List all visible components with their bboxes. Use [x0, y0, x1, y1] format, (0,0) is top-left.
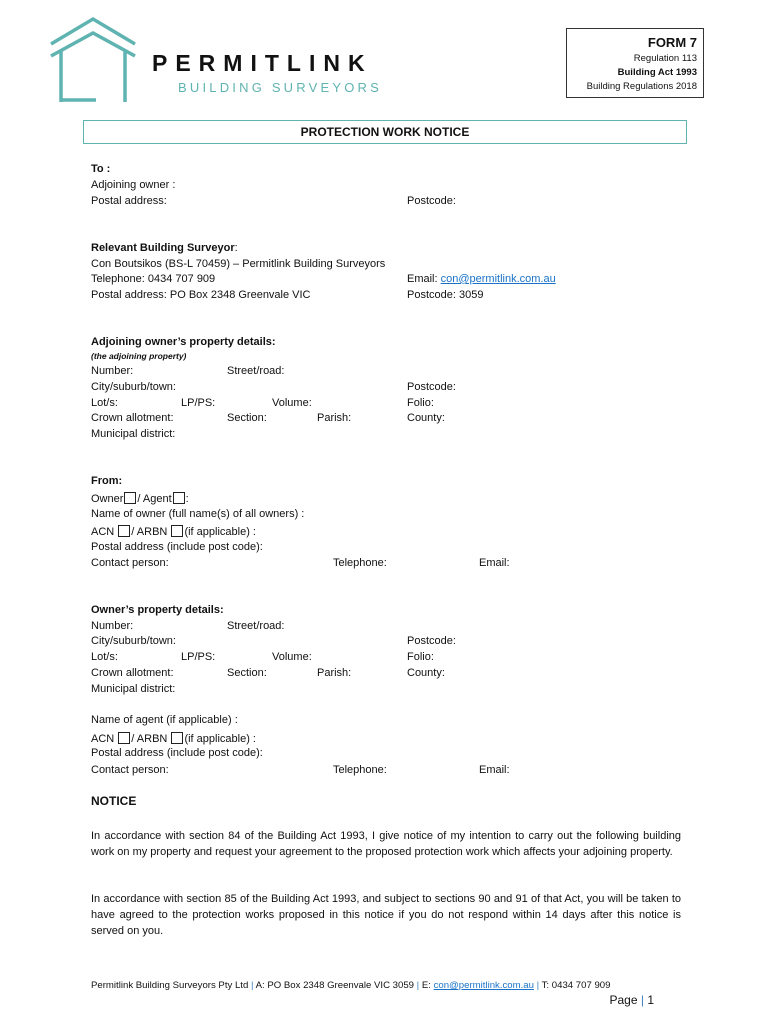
from-acn-checkbox[interactable]	[118, 525, 130, 537]
from-if-applicable: (if applicable) :	[184, 526, 256, 538]
surveyor-name: Con Boutsikos (BS-L 70459) – Permitlink Building Surveyors	[91, 258, 386, 270]
to-heading: To :	[91, 163, 111, 175]
from-contact-label: Contact person:	[91, 557, 169, 569]
permitlink-logo	[48, 16, 138, 107]
adjoining-property-sub: (the adjoining property)	[91, 351, 187, 361]
owner-name-label: Name of owner (full name(s) of all owners) :	[91, 508, 305, 520]
notice-paragraph-2: In accordance with section 85 of the Building Act 1993, and subject to sections 90 and 91 of that Act, you will be taken to have agreed to the protection works proposed in this notice if you do not respond within 14 days after this notice is served on you.	[91, 893, 681, 937]
owner-checkbox[interactable]	[124, 492, 136, 504]
adjoining-owner-label: Adjoining owner :	[91, 179, 176, 191]
owner-agent-row	[91, 492, 189, 505]
footer-separator: |	[536, 980, 540, 991]
surveyor-postal: Postal address: PO Box 2348 Greenvale VIC	[91, 289, 311, 301]
adj-lpps-label: LP/PS:	[181, 397, 216, 409]
to-postcode-label: Postcode:	[407, 195, 456, 207]
surveyor-telephone: Telephone: 0434 707 909	[91, 273, 216, 285]
notice-paragraph-1: In accordance with section 84 of the Building Act 1993, I give notice of my intention to carry out the following building work on my property and request your agreement to the proposed protection work which affects your adjoining property.	[91, 830, 681, 858]
owner-property-heading-text: Owner’s property details	[91, 604, 220, 616]
document-title: PROTECTION WORK NOTICE	[300, 125, 470, 139]
own-section-label: Section:	[227, 667, 267, 679]
adj-crown-label: Crown allotment:	[91, 412, 174, 424]
page-number	[609, 994, 654, 1006]
from-heading: From:	[91, 475, 123, 487]
surveyor-email	[407, 274, 556, 285]
to-postal-address-label: Postal address:	[91, 195, 167, 207]
own-street-label: Street/road:	[227, 620, 285, 632]
owner-label: Owner	[91, 493, 124, 505]
owner-property-heading-colon: :	[219, 604, 224, 616]
from-acn-row	[91, 525, 256, 538]
owner-property-heading	[91, 605, 224, 616]
agent-acn-checkbox[interactable]	[118, 732, 130, 744]
own-crown-label: Crown allotment:	[91, 667, 174, 679]
agent-acn-label: ACN	[91, 733, 115, 745]
form-regulation: Regulation 113	[633, 53, 697, 64]
notice-heading: NOTICE	[91, 794, 137, 808]
adj-postcode-label: Postcode:	[407, 381, 456, 393]
agent-postal-label: Postal address (include post code):	[91, 747, 263, 759]
footer-line	[91, 981, 610, 991]
adjoining-property-heading: Adjoining owner’s property details:	[91, 336, 276, 348]
agent-arbn-label: / ARBN	[131, 733, 168, 745]
own-folio-label: Folio:	[407, 651, 434, 663]
page-label: Page	[609, 993, 638, 1007]
from-arbn-label: / ARBN	[131, 526, 168, 538]
adj-number-label: Number:	[91, 365, 134, 377]
agent-acn-row	[91, 732, 256, 745]
house-logo-icon	[48, 16, 138, 104]
adj-folio-label: Folio:	[407, 397, 434, 409]
surveyor-email-link[interactable]: con@permitlink.com.au	[440, 273, 556, 285]
adj-volume-label: Volume:	[272, 397, 312, 409]
from-arbn-checkbox[interactable]	[171, 525, 183, 537]
agent-arbn-checkbox[interactable]	[171, 732, 183, 744]
own-postcode-label: Postcode:	[407, 635, 456, 647]
footer-phone: T: 0434 707 909	[541, 980, 611, 991]
surveyor-email-label: Email:	[407, 273, 441, 285]
agent-if-applicable: (if applicable) :	[184, 733, 256, 745]
own-lpps-label: LP/PS:	[181, 651, 216, 663]
page-separator: |	[640, 993, 644, 1007]
footer-email-label: E:	[421, 980, 434, 991]
from-telephone-label: Telephone:	[333, 557, 387, 569]
agent-contact-label: Contact person:	[91, 764, 169, 776]
from-email-label: Email:	[479, 557, 510, 569]
brand-name: PERMITLINK	[152, 50, 373, 76]
footer-separator: |	[416, 980, 420, 991]
form-regulations: Building Regulations 2018	[586, 81, 697, 92]
adj-lot-label: Lot/s:	[91, 397, 118, 409]
own-municipal-label: Municipal district:	[91, 683, 176, 695]
own-county-label: County:	[407, 667, 445, 679]
agent-telephone-label: Telephone:	[333, 764, 387, 776]
from-acn-label: ACN	[91, 526, 115, 538]
agent-email-label: Email:	[479, 764, 510, 776]
brand-subtitle: BUILDING SURVEYORS	[178, 80, 383, 95]
agent-name-label: Name of agent (if applicable) :	[91, 714, 238, 726]
adj-city-label: City/suburb/town:	[91, 381, 176, 393]
footer-email-link[interactable]: con@permitlink.com.au	[433, 980, 534, 991]
own-city-label: City/suburb/town:	[91, 635, 176, 647]
page-number-value: 1	[647, 993, 654, 1007]
adj-county-label: County:	[407, 412, 445, 424]
surveyor-heading	[91, 243, 238, 254]
form-number: FORM 7	[647, 35, 697, 50]
footer-address: A: PO Box 2348 Greenvale VIC 3059	[255, 980, 414, 991]
adj-municipal-label: Municipal district:	[91, 428, 176, 440]
own-volume-label: Volume:	[272, 651, 312, 663]
adj-parish-label: Parish:	[317, 412, 352, 424]
footer-separator: |	[250, 980, 254, 991]
adj-street-label: Street/road:	[227, 365, 285, 377]
own-parish-label: Parish:	[317, 667, 352, 679]
agent-checkbox[interactable]	[173, 492, 185, 504]
own-lot-label: Lot/s:	[91, 651, 118, 663]
own-number-label: Number:	[91, 620, 134, 632]
from-postal-label: Postal address (include post code):	[91, 541, 263, 553]
adj-section-label: Section:	[227, 412, 267, 424]
surveyor-heading-colon: :	[234, 242, 238, 254]
surveyor-postcode: Postcode: 3059	[407, 289, 484, 301]
surveyor-heading-text: Relevant Building Surveyor	[91, 242, 235, 254]
footer-company: Permitlink Building Surveyors Pty Ltd	[91, 980, 249, 991]
agent-colon: :	[185, 493, 189, 505]
agent-label: / Agent	[137, 493, 172, 505]
form-act: Building Act 1993	[617, 67, 697, 78]
